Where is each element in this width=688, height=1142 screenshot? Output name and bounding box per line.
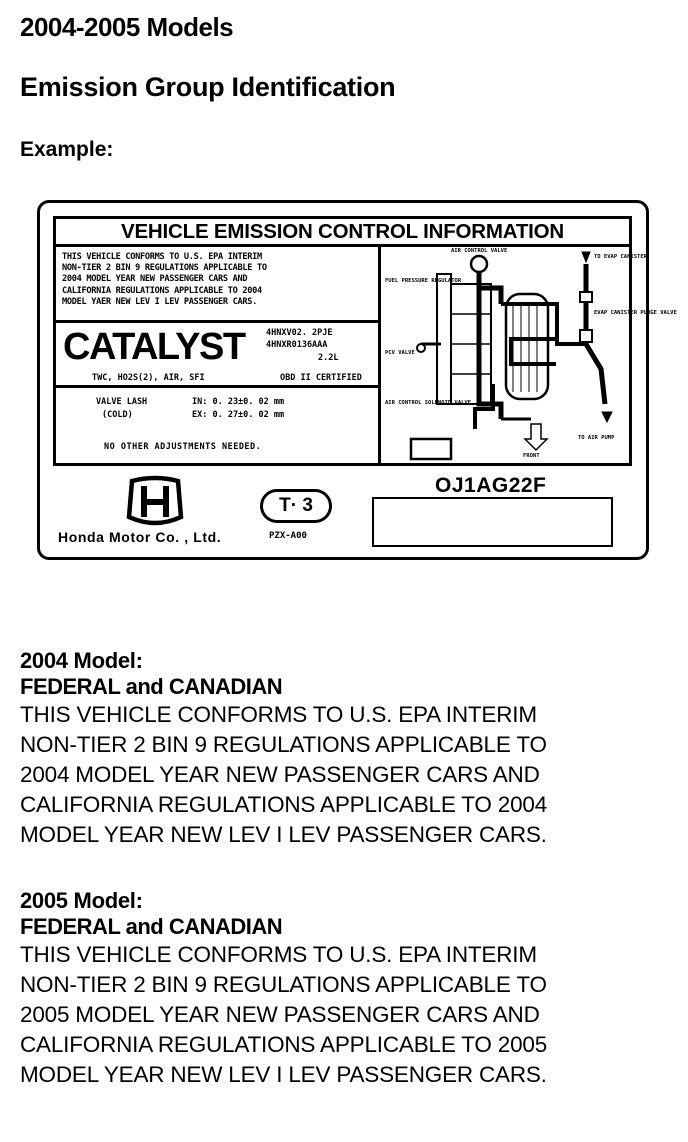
conformance-line: NON-TIER 2 BIN 9 REGULATIONS APPLICABLE TO [62,263,267,274]
to-air-pump-label: TO AIR PUMP [578,435,615,441]
emission-label [37,200,677,560]
section-heading: Emission Group Identification [20,72,396,102]
valve-ex-spec: EX: 0. 27±0. 02 mm [192,410,285,420]
vacuum-hose-diagram [381,244,677,463]
valve-cold-label: (COLD) [102,410,133,420]
regulation-line: THIS VEHICLE CONFORMS TO U.S. EPA INTERIM [20,942,537,967]
model-2004-section [20,648,547,850]
label-code: OJ1AG22F [435,474,547,497]
regulation-line: NON-TIER 2 BIN 9 REGULATIONS APPLICABLE TO [20,972,547,997]
engine-family-2: 4HNXR0136AAA [266,340,328,350]
regulation-line: 2004 MODEL YEAR NEW PASSENGER CARS AND [20,762,540,787]
displacement: 2.2L [318,353,339,363]
valve-lash-label: VALVE LASH [96,397,148,407]
engine-family-1: 4HNXV02. 2PJE [266,328,333,338]
conformance-line: MODEL YAER NEW LEV I LEV PASSENGER CARS. [62,296,257,307]
conformance-line: 2004 MODEL YEAR NEW PASSENGER CARS AND [62,274,248,285]
air-control-valve-label: AIR CONTROL VALVE [451,248,508,254]
to-evap-canister-label: TO EVAP CANISTER [594,254,647,260]
regulation-line: 2005 MODEL YEAR NEW PASSENGER CARS AND [20,1002,540,1027]
hose-routing-svg [381,244,677,463]
honda-logo-icon [126,477,184,532]
label-conformance-text [62,252,374,308]
conformance-line: CALIFORNIA REGULATIONS APPLICABLE TO 2004 [62,285,262,296]
region-heading: FEDERAL and CANADIAN [20,914,283,939]
regulation-line: CALIFORNIA REGULATIONS APPLICABLE TO 2005 [20,1032,548,1057]
obd-certification: OBD II CERTIFIED [280,373,362,383]
label-info-panel [53,216,677,466]
evap-purge-valve-label: EVAP CANISTER PURGE VALVE [594,310,677,316]
label-title: VEHICLE EMISSION CONTROL INFORMATION [56,219,629,247]
valve-in-spec: IN: 0. 23±0. 02 mm [192,397,285,407]
manufacturer-name: Honda Motor Co. , Ltd. [58,529,222,545]
region-heading: FEDERAL and CANADIAN [20,674,283,699]
engine-family-codes [266,327,333,351]
model-year-heading: 2005 Model: [20,888,143,913]
page-title: 2004-2005 Models [20,12,234,42]
example-label: Example: [20,138,114,161]
regulation-line: MODEL YEAR NEW LEV I LEV PASSENGER CARS. [20,822,547,847]
conformance-line: THIS VEHICLE CONFORMS TO U.S. EPA INTERIM [62,252,262,262]
valve-lash-spec [96,396,284,422]
blank-field [372,497,613,547]
no-adjustments-note: NO OTHER ADJUSTMENTS NEEDED. [104,442,262,452]
model-2005-section [20,888,547,1090]
technologies: TWC, HO2S(2), AIR, SFI [92,373,205,383]
regulation-line: MODEL YEAR NEW LEV I LEV PASSENGER CARS. [20,1062,547,1087]
regulation-text [20,940,547,1090]
regulation-line: NON-TIER 2 BIN 9 REGULATIONS APPLICABLE TO [20,732,547,757]
label-text-column [56,244,381,463]
regulation-line: THIS VEHICLE CONFORMS TO U.S. EPA INTERIM [20,702,537,727]
model-year-heading: 2004 Model: [20,648,143,673]
fuel-pressure-regulator-label: FUEL PRESSURE REGULATOR [385,278,462,284]
regulation-line: CALIFORNIA REGULATIONS APPLICABLE TO 2004 [20,792,548,817]
front-label: FRONT [523,453,540,459]
t3-badge: T· 3 [260,489,332,523]
catalyst-text: CATALYST [63,326,245,368]
regulation-text [20,700,547,850]
air-control-solenoid-label: AIR CONTROL SOLENOID VALVE [385,400,472,406]
pcv-valve-label: PCV VALVE [385,350,415,356]
part-number: PZX-A00 [269,531,307,541]
catalyst-box [56,320,378,388]
